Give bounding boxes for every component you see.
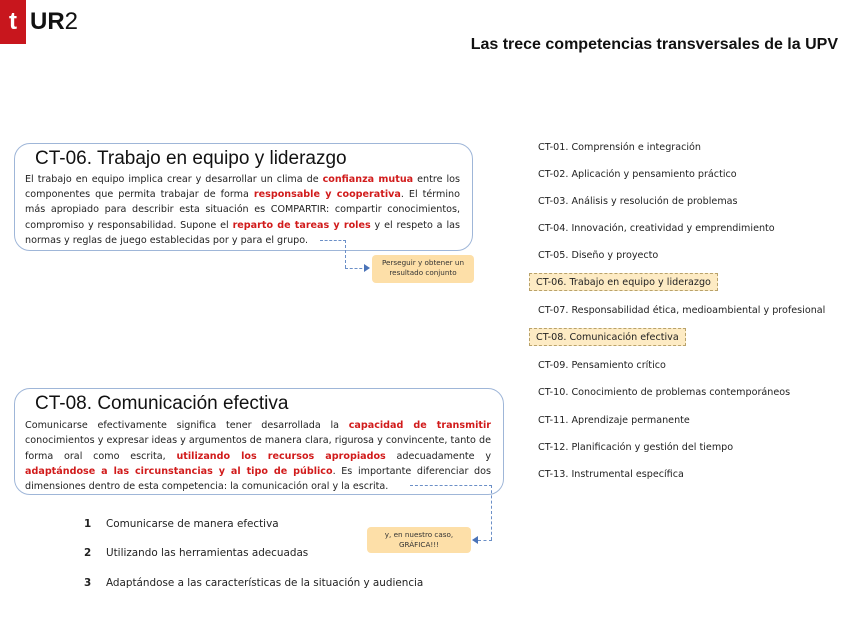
ct08-highlight-capacidad: capacidad de transmitir [348, 420, 491, 431]
competencia-ct10: CT-10. Conocimiento de problemas contemporáneos [538, 387, 791, 398]
step-item [84, 545, 308, 561]
ct08-code: CT-08. [35, 393, 93, 414]
competencia-ct12: CT-12. Planificación y gestión del tiempo [538, 442, 734, 453]
step-item [84, 575, 423, 591]
competencia-ct03: CT-03. Análisis y resolución de problemas [538, 196, 738, 207]
step-number: 1 [84, 518, 92, 530]
competencia-ct09: CT-09. Pensamiento crítico [538, 360, 666, 371]
competencia-ct01: CT-01. Comprensión e integración [538, 142, 701, 153]
step-text: Comunicarse de manera efectiva [106, 518, 279, 530]
competencia-ct06: CT-06. Trabajo en equipo y liderazgo [529, 273, 718, 291]
step-text: Utilizando las herramientas adecuadas [106, 547, 309, 559]
ct08-connector-v [491, 485, 492, 540]
ct06-highlight-confianza: confianza mutua [322, 174, 414, 185]
step-item [84, 516, 279, 532]
ct06-arrow-icon [364, 264, 370, 272]
logo-number: 2 [64, 8, 79, 35]
competencia-ct08: CT-08. Comunicación efectiva [529, 328, 686, 346]
ct08-title: Comunicación efectiva [97, 393, 289, 414]
ct06-box [14, 143, 473, 251]
tur2-logo [0, 0, 78, 44]
ct06-connector-h [320, 240, 346, 241]
ct06-connector-v [345, 240, 346, 268]
step-number: 2 [84, 547, 92, 559]
page-title: Las trece competencias transversales de la UPV [470, 36, 838, 53]
ct08-box [14, 388, 504, 495]
ct08-arrow-icon [472, 536, 478, 544]
ct06-highlight-reparto: reparto de tareas y roles [232, 219, 371, 231]
ct06-heading [35, 148, 472, 170]
ct06-note: Perseguir y obtener un resultado conjunto [372, 255, 474, 283]
ct06-code: CT-06. [35, 148, 93, 169]
ct08-description: Comunicarse efectivamente significa tener desarrollada la capacidad de transmitir conocimientos y expresar ideas y argumentos de manera clara, rigurosa y convincente, tanto de forma oral como escrita, utilizando los recursos apropiados adecuadamente y adaptándose a las circunstancias y al tipo de público. Es importante diferenciar dos dimensiones dentro de esta competencia: la comunicación oral y la escrita. [25, 420, 492, 493]
competencia-ct13: CT-13. Instrumental específica [538, 469, 684, 480]
ct08-connector-h2 [478, 540, 492, 541]
ct08-connector-h [410, 485, 492, 486]
competencia-ct04: CT-04. Innovación, creatividad y emprendimiento [538, 223, 775, 234]
step-text: Adaptándose a las características de la situación y audiencia [106, 577, 424, 589]
competencia-ct07: CT-07. Responsabilidad ética, medioambiental y profesional [538, 305, 826, 316]
ct08-note: y, en nuestro caso, GRÁFICA!!! [367, 527, 471, 553]
ct08-heading [35, 393, 503, 415]
ct06-description: El trabajo en equipo implica crear y desarrollar un clima de confianza mutua entre los componentes que permita trabajar de forma responsable y cooperativa. El término más apropiado para describir esta situación es COMPARTIR: compartir conocimientos, compromiso y responsabilidad. Supone el reparto de tareas y roles y el respeto a las normas y reglas de juego establecidas por y para el grupo. [25, 174, 460, 246]
competencia-ct11: CT-11. Aprendizaje permanente [538, 415, 690, 426]
competencia-ct05: CT-05. Diseño y proyecto [538, 250, 659, 261]
ct08-highlight-adaptandose: adaptándose a las circunstancias y al tipo de público [25, 465, 333, 477]
ct08-highlight-recursos: utilizando los recursos apropiados [176, 450, 386, 462]
ct06-title: Trabajo en equipo y liderazgo [96, 148, 347, 169]
logo-ur: UR [30, 8, 65, 35]
step-number: 3 [84, 577, 92, 589]
competencia-ct02: CT-02. Aplicación y pensamiento práctico [538, 169, 737, 180]
ct06-highlight-responsable: responsable y cooperativa [253, 189, 401, 201]
logo-t: t [0, 0, 26, 44]
